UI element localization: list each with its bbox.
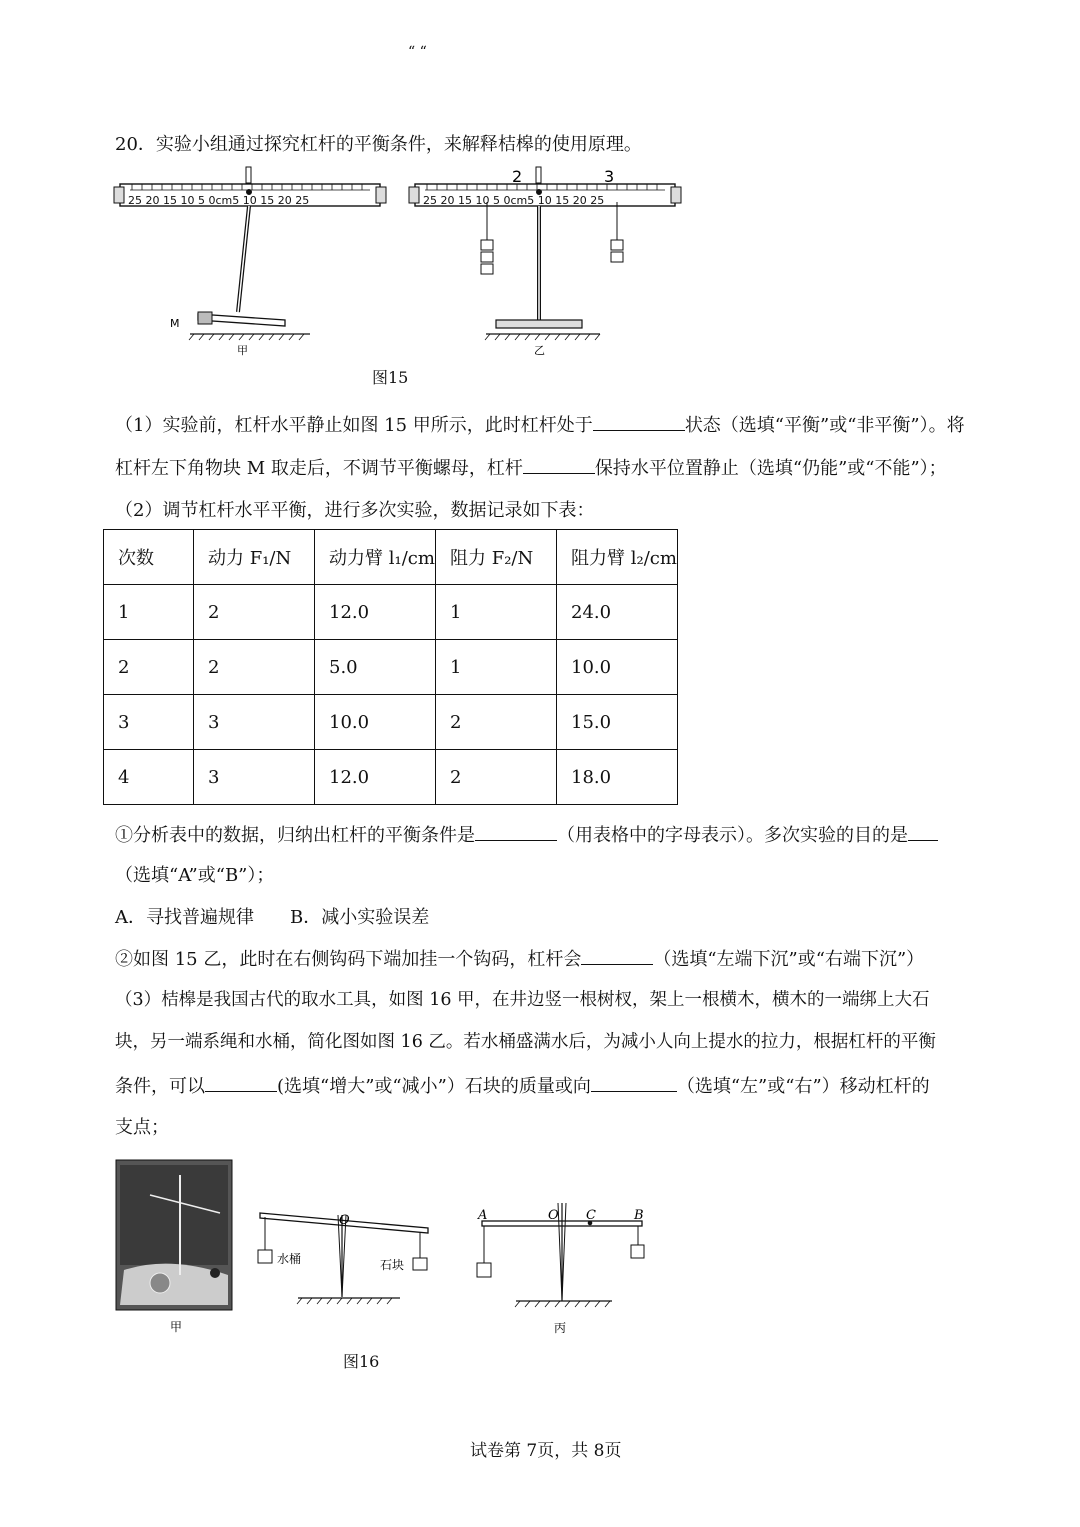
table-cell: 1	[104, 585, 194, 640]
blank-2[interactable]	[523, 455, 595, 474]
table-header: 动力 F₁/N	[194, 530, 315, 585]
table-cell: 15.0	[557, 695, 678, 750]
qa-line1	[115, 822, 938, 848]
table-cell: 2	[194, 640, 315, 695]
page-footer: 试卷第 7页，共 8页	[470, 1441, 622, 1461]
table-header: 次数	[104, 530, 194, 585]
p1-line1-b: 状态（选填“平衡”或“非平衡”）。将	[684, 415, 965, 436]
question-title: 20．实验小组通过探究杠杆的平衡条件，来解释桔槔的使用原理。	[115, 134, 642, 155]
table-header-row	[104, 530, 678, 585]
p3-line3-c: （选填“左”或“右”）移动杠杆的	[676, 1076, 930, 1097]
table-cell: 24.0	[557, 585, 678, 640]
table-cell: 2	[436, 695, 557, 750]
fig16-sub-bing: 丙	[554, 1321, 567, 1335]
label-o2: O	[548, 1208, 559, 1223]
p3-line3	[115, 1073, 930, 1099]
fig16-sub-jia: 甲	[170, 1320, 183, 1334]
blank-3[interactable]	[475, 822, 557, 841]
table-cell: 3	[194, 750, 315, 805]
blank-7[interactable]	[591, 1073, 677, 1092]
fig16-caption: 图16	[343, 1352, 380, 1371]
p2-intro: （2）调节杠杆水平平衡，进行多次实验，数据记录如下表：	[115, 500, 595, 521]
p1-line1	[115, 412, 965, 438]
table-header: 阻力臂 l₂/cm	[557, 530, 678, 585]
figure-16	[110, 1155, 680, 1345]
table-row	[104, 585, 678, 640]
label-o: O	[339, 1213, 350, 1228]
table-header: 动力臂 l₁/cm	[315, 530, 436, 585]
qa-line1-b: （用表格中的字母表示）。多次实验的目的是	[557, 825, 908, 846]
label-b: B	[634, 1208, 644, 1223]
table-cell: 3	[194, 695, 315, 750]
table-cell: 4	[104, 750, 194, 805]
p1-line1-a: （1）实验前，杠杆水平静止如图 15 甲所示，此时杠杆处于	[115, 415, 593, 436]
label-stone: 石块	[380, 1258, 405, 1272]
table-cell: 5.0	[315, 640, 436, 695]
table-header: 阻力 F₂/N	[436, 530, 557, 585]
table-cell: 3	[104, 695, 194, 750]
table-cell: 2	[436, 750, 557, 805]
table-row	[104, 750, 678, 805]
fig16-jia-illustration	[116, 1160, 232, 1310]
blank-1[interactable]	[593, 412, 685, 431]
hand-mark-3: 3	[604, 167, 615, 186]
p3-line2: 块，另一端系绳和水桶，简化图如图 16 乙。若水桶盛满水后，为减小人向上提水的拉力，根据杠杆的平衡	[115, 1032, 936, 1052]
p3-line3-a: 条件，可以	[115, 1076, 205, 1097]
label-bucket: 水桶	[277, 1252, 302, 1266]
table-cell: 1	[436, 585, 557, 640]
table-cell: 2	[194, 585, 315, 640]
ruler-tick-jia: 25 20 15 10 5 0cm5 10 15 20 25	[128, 194, 310, 207]
p1-line2-a: 杠杆左下角物块 M 取走后，不调节平衡螺母，杠杆	[115, 458, 523, 479]
table-row	[104, 695, 678, 750]
p1-line2-b: 保持水平位置静止（选填“仍能”或“不能”）；	[594, 458, 947, 479]
qb-a: ②如图 15 乙，此时在右侧钩码下端加挂一个钩码，杠杆会	[115, 949, 582, 970]
table-cell: 10.0	[557, 640, 678, 695]
table-cell: 2	[104, 640, 194, 695]
qa-line2: （选填“A”或“B”）；	[115, 865, 275, 886]
ruler-tick-yi: 25 20 15 10 5 0cm5 10 15 20 25	[423, 194, 605, 207]
hand-mark-2: 2	[512, 167, 523, 186]
blank-6[interactable]	[205, 1073, 277, 1092]
fig15-caption: 图15	[372, 368, 409, 387]
lever-jia	[114, 167, 386, 340]
p3-line3-b: (选填“增大”或“减小”）石块的质量或向	[277, 1076, 591, 1097]
qb-b: （选填“左端下沉”或“右端下沉”）	[653, 949, 925, 970]
label-c: C	[586, 1208, 596, 1223]
data-table	[103, 529, 678, 805]
header-marks: “ “	[408, 44, 427, 60]
blank-5[interactable]	[581, 946, 653, 965]
table-cell: 12.0	[315, 585, 436, 640]
fig16-bing-diagram	[477, 1203, 644, 1307]
fig15-sub-right: 乙	[534, 344, 545, 357]
p3-line1: （3）桔槔是我国古代的取水工具，如图 16 甲，在井边竖一根树杈，架上一根横木，横木的一端绑上大石	[115, 990, 930, 1010]
p3-line4: 支点；	[115, 1117, 169, 1138]
qa-line1-a: ①分析表中的数据，归纳出杠杆的平衡条件是	[115, 825, 475, 846]
p1-line2	[115, 455, 947, 481]
label-m: M	[170, 317, 180, 330]
table-cell: 10.0	[315, 695, 436, 750]
table-row	[104, 640, 678, 695]
figure-15	[110, 162, 690, 362]
qb-line	[115, 946, 924, 972]
blank-4[interactable]	[908, 822, 938, 841]
fig15-sub-left: 甲	[237, 344, 248, 357]
table-cell: 18.0	[557, 750, 678, 805]
table-cell: 12.0	[315, 750, 436, 805]
label-a: A	[478, 1208, 488, 1223]
options: A．寻找普遍规律 B．减小实验误差	[115, 907, 430, 928]
table-cell: 1	[436, 640, 557, 695]
lever-yi	[409, 167, 681, 340]
